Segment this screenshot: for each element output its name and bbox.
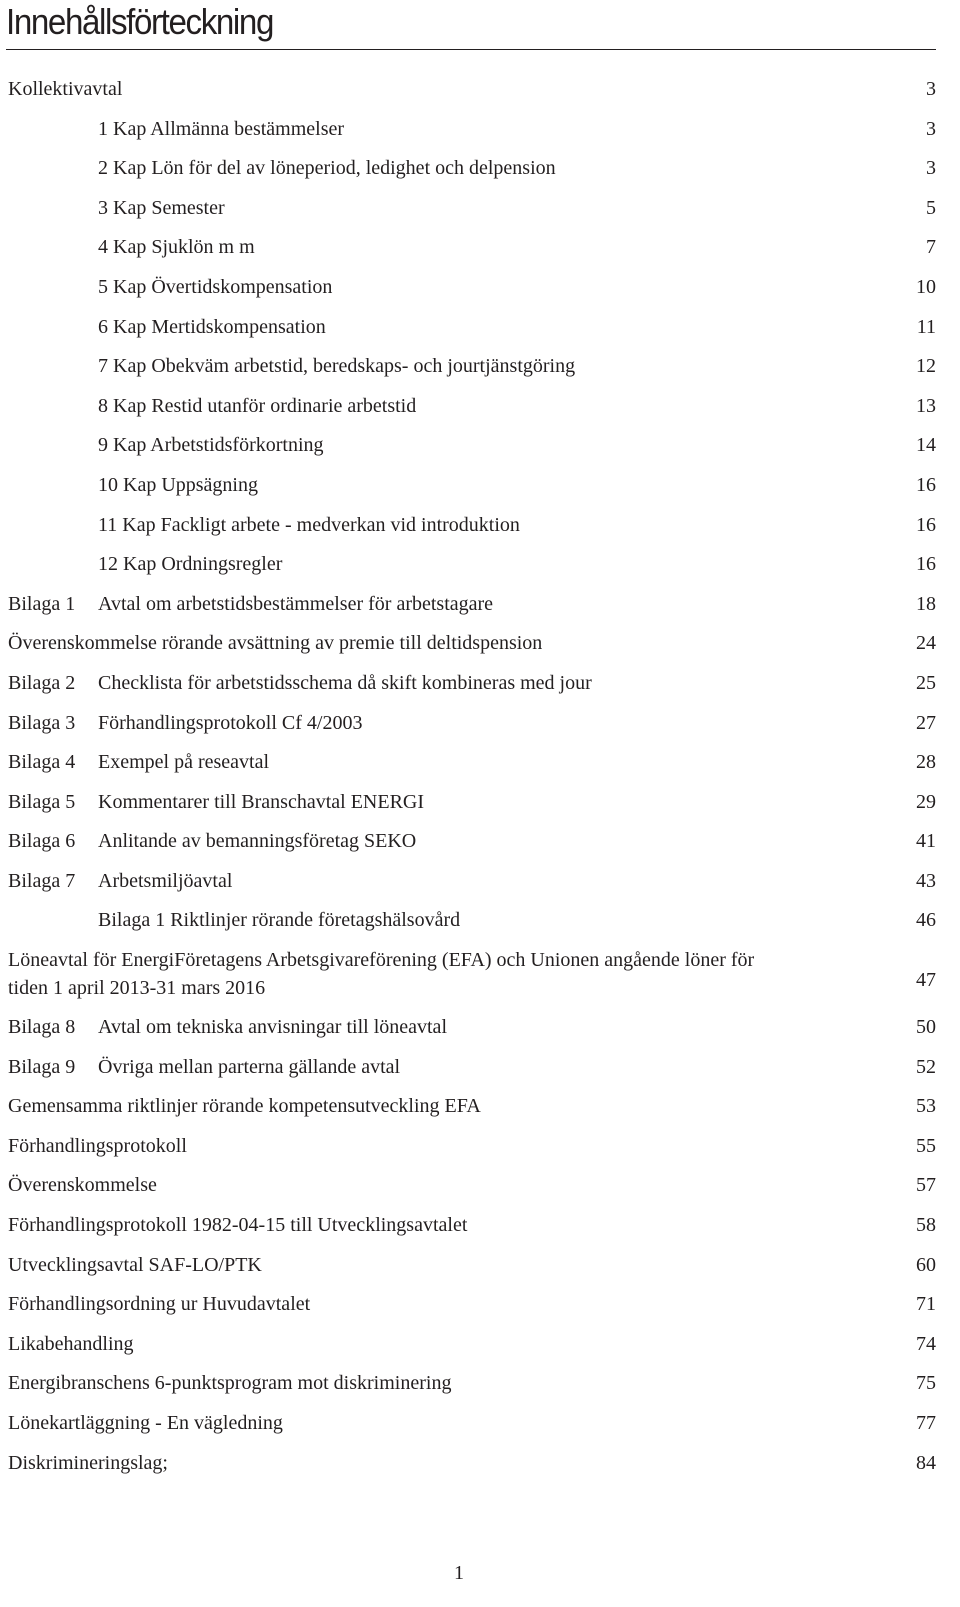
toc-entry-page: 16 — [916, 513, 936, 536]
toc-entry[interactable] — [8, 387, 960, 427]
toc-entry-page: 57 — [916, 1174, 936, 1197]
toc-entry[interactable] — [8, 426, 960, 466]
toc-entry-prefix: Bilaga 2 — [8, 671, 76, 694]
page-title: Innehållsförteckning — [6, 1, 273, 42]
toc-entry[interactable] — [8, 228, 960, 268]
toc-entry[interactable] — [8, 1127, 960, 1167]
toc-entry[interactable] — [8, 308, 960, 348]
toc-entry[interactable] — [8, 743, 960, 783]
toc-entry-label: Bilaga 1 Riktlinjer rörande företagshälsovård — [98, 909, 461, 932]
toc-entry-page: 7 — [926, 236, 936, 259]
toc-entry-label: Förhandlingsprotokoll 1982-04-15 till Utvecklingsavtalet — [8, 1214, 468, 1237]
toc-entry-label: 10 Kap Uppsägning — [98, 473, 258, 496]
toc-entry-label: Diskrimineringslag; — [8, 1451, 168, 1474]
toc-entry-prefix: Bilaga 3 — [8, 711, 76, 734]
toc-entry-prefix: Bilaga 8 — [8, 1016, 76, 1039]
toc-entry-prefix: Bilaga 9 — [8, 1055, 76, 1078]
toc-entry-label: Exempel på reseavtal — [98, 751, 270, 774]
toc-entry-page: 46 — [916, 909, 936, 932]
toc-entry-page: 75 — [916, 1372, 936, 1395]
page-number: 1 — [454, 1562, 464, 1584]
toc-entry[interactable] — [8, 1285, 960, 1325]
toc-entry-page: 13 — [916, 394, 936, 417]
toc-entry-page: 43 — [916, 869, 936, 892]
toc-entry-label: 3 Kap Semester — [98, 196, 225, 219]
toc-entry-label: Checklista för arbetstidsschema då skift kombineras med jour — [98, 671, 592, 694]
toc-entry[interactable] — [8, 189, 960, 229]
toc-entry-page: 16 — [916, 553, 936, 576]
toc-entry[interactable] — [8, 1246, 960, 1286]
toc-entry[interactable] — [8, 862, 960, 902]
toc-entry-page: 10 — [916, 275, 936, 298]
toc-entry-prefix: Bilaga 5 — [8, 790, 76, 813]
toc-entry[interactable] — [8, 268, 960, 308]
toc-entry-label: Energibranschens 6-punktsprogram mot diskriminering — [8, 1372, 452, 1395]
toc-entry-label: 4 Kap Sjuklön m m — [98, 236, 255, 259]
toc-entry[interactable] — [8, 1166, 960, 1206]
toc-entry-page: 58 — [916, 1214, 936, 1237]
toc-entry-page: 50 — [916, 1016, 936, 1039]
toc-entry[interactable] — [8, 783, 960, 823]
toc-entry[interactable] — [8, 822, 960, 862]
toc-entry[interactable] — [8, 1444, 960, 1484]
toc-entry[interactable] — [8, 1048, 960, 1088]
toc-entry-page: 24 — [916, 632, 936, 655]
toc-entry[interactable] — [8, 585, 960, 625]
toc-entry-label: 12 Kap Ordningsregler — [98, 553, 283, 576]
toc-entry-label: Förhandlingsprotokoll — [8, 1134, 187, 1157]
toc-entry-label: Överenskommelse — [8, 1174, 157, 1197]
toc-entry-label: Utvecklingsavtal SAF-LO/PTK — [8, 1253, 262, 1276]
toc-entry-label: Förhandlingsordning ur Huvudavtalet — [8, 1293, 311, 1316]
table-of-contents — [8, 70, 960, 1483]
toc-entry[interactable] — [8, 1404, 960, 1444]
toc-entry-page: 52 — [916, 1055, 936, 1078]
toc-entry-label: 1 Kap Allmänna bestämmelser — [98, 117, 345, 140]
toc-entry-label: Lönekartläggning - En vägledning — [8, 1412, 283, 1434]
toc-entry-label: 2 Kap Lön för del av löneperiod, ledighet och delpension — [98, 157, 556, 180]
toc-entry-page: 74 — [916, 1332, 936, 1355]
toc-entry-label: Kommentarer till Branschavtal ENERGI — [98, 790, 425, 813]
toc-entry-page: 47 — [916, 969, 936, 992]
toc-entry-label: Arbetsmiljöavtal — [98, 869, 233, 892]
toc-entry-page: 3 — [926, 157, 936, 180]
toc-entry-page: 77 — [916, 1412, 936, 1434]
toc-entry-prefix: Bilaga 4 — [8, 751, 76, 774]
toc-entry[interactable] — [8, 70, 960, 110]
toc-entry[interactable] — [8, 110, 960, 150]
toc-entry-label: 9 Kap Arbetstidsförkortning — [98, 434, 324, 457]
toc-entry-label: 7 Kap Obekväm arbetstid, beredskaps- och jourtjänstgöring — [98, 355, 576, 378]
toc-entry[interactable] — [8, 149, 960, 189]
toc-entry-label: Förhandlingsprotokoll Cf 4/2003 — [98, 711, 363, 734]
toc-entry[interactable] — [8, 1206, 960, 1246]
toc-entry[interactable] — [8, 1325, 960, 1365]
toc-entry[interactable] — [8, 347, 960, 387]
toc-entry-label: Löneavtal för EnergiFöretagens Arbetsgivareförening (EFA) och Unionen angående löner för tiden 1 april 2013-31 mars 2016 — [8, 949, 755, 1000]
toc-entry-page: 27 — [916, 711, 936, 734]
toc-entry-page: 14 — [916, 434, 936, 457]
toc-entry-page: 3 — [926, 78, 936, 100]
toc-entry[interactable] — [8, 506, 960, 546]
toc-entry-page: 55 — [916, 1134, 936, 1157]
toc-entry[interactable] — [8, 1364, 960, 1404]
toc-entry-page: 29 — [916, 790, 936, 813]
toc-entry[interactable] — [8, 664, 960, 704]
toc-entry-prefix: Bilaga 7 — [8, 869, 76, 892]
toc-entry-page: 5 — [926, 196, 936, 219]
toc-entry[interactable] — [8, 1087, 960, 1127]
toc-entry-page: 28 — [916, 751, 936, 774]
toc-entry-page: 3 — [926, 117, 936, 140]
toc-entry-page: 11 — [916, 315, 936, 338]
toc-entry-page: 12 — [916, 355, 936, 378]
toc-entry[interactable] — [8, 545, 960, 585]
toc-entry-label: 8 Kap Restid utanför ordinarie arbetstid — [98, 394, 417, 417]
toc-entry[interactable] — [8, 624, 960, 664]
toc-entry-page: 41 — [916, 830, 936, 853]
toc-entry[interactable] — [8, 1008, 960, 1048]
toc-entry[interactable] — [8, 941, 960, 1008]
toc-entry-prefix: Bilaga 6 — [8, 830, 76, 853]
toc-entry-page: 60 — [916, 1253, 936, 1276]
toc-entry-label: Övriga mellan parterna gällande avtal — [98, 1055, 401, 1078]
toc-entry-page: 71 — [916, 1293, 936, 1316]
toc-entry-label: Överenskommelse rörande avsättning av premie till deltidspension — [8, 632, 543, 655]
toc-entry-prefix: Bilaga 1 — [8, 592, 76, 615]
title-rule — [6, 49, 936, 50]
toc-entry-page: 16 — [916, 473, 936, 496]
toc-entry-label: Likabehandling — [8, 1332, 134, 1355]
toc-entry-label: 6 Kap Mertidskompensation — [98, 315, 326, 338]
toc-entry[interactable] — [8, 901, 960, 941]
toc-entry-page: 53 — [916, 1095, 936, 1118]
toc-entry-label: 11 Kap Fackligt arbete - medverkan vid introduktion — [98, 513, 520, 536]
toc-entry-page: 25 — [916, 671, 936, 694]
toc-entry-label: Kollektivavtal — [8, 78, 123, 100]
toc-entry-label: Anlitande av bemanningsföretag SEKO — [98, 830, 417, 853]
toc-entry-label: Avtal om arbetstidsbestämmelser för arbetstagare — [98, 592, 494, 615]
toc-entry-label: Gemensamma riktlinjer rörande kompetensutveckling EFA — [8, 1095, 481, 1118]
toc-entry-page: 18 — [916, 592, 936, 615]
toc-entry-label: Avtal om tekniska anvisningar till löneavtal — [98, 1016, 447, 1039]
toc-entry-page: 84 — [916, 1451, 936, 1474]
toc-entry[interactable] — [8, 466, 960, 506]
toc-entry[interactable] — [8, 704, 960, 744]
toc-entry-label: 5 Kap Övertidskompensation — [98, 275, 333, 298]
